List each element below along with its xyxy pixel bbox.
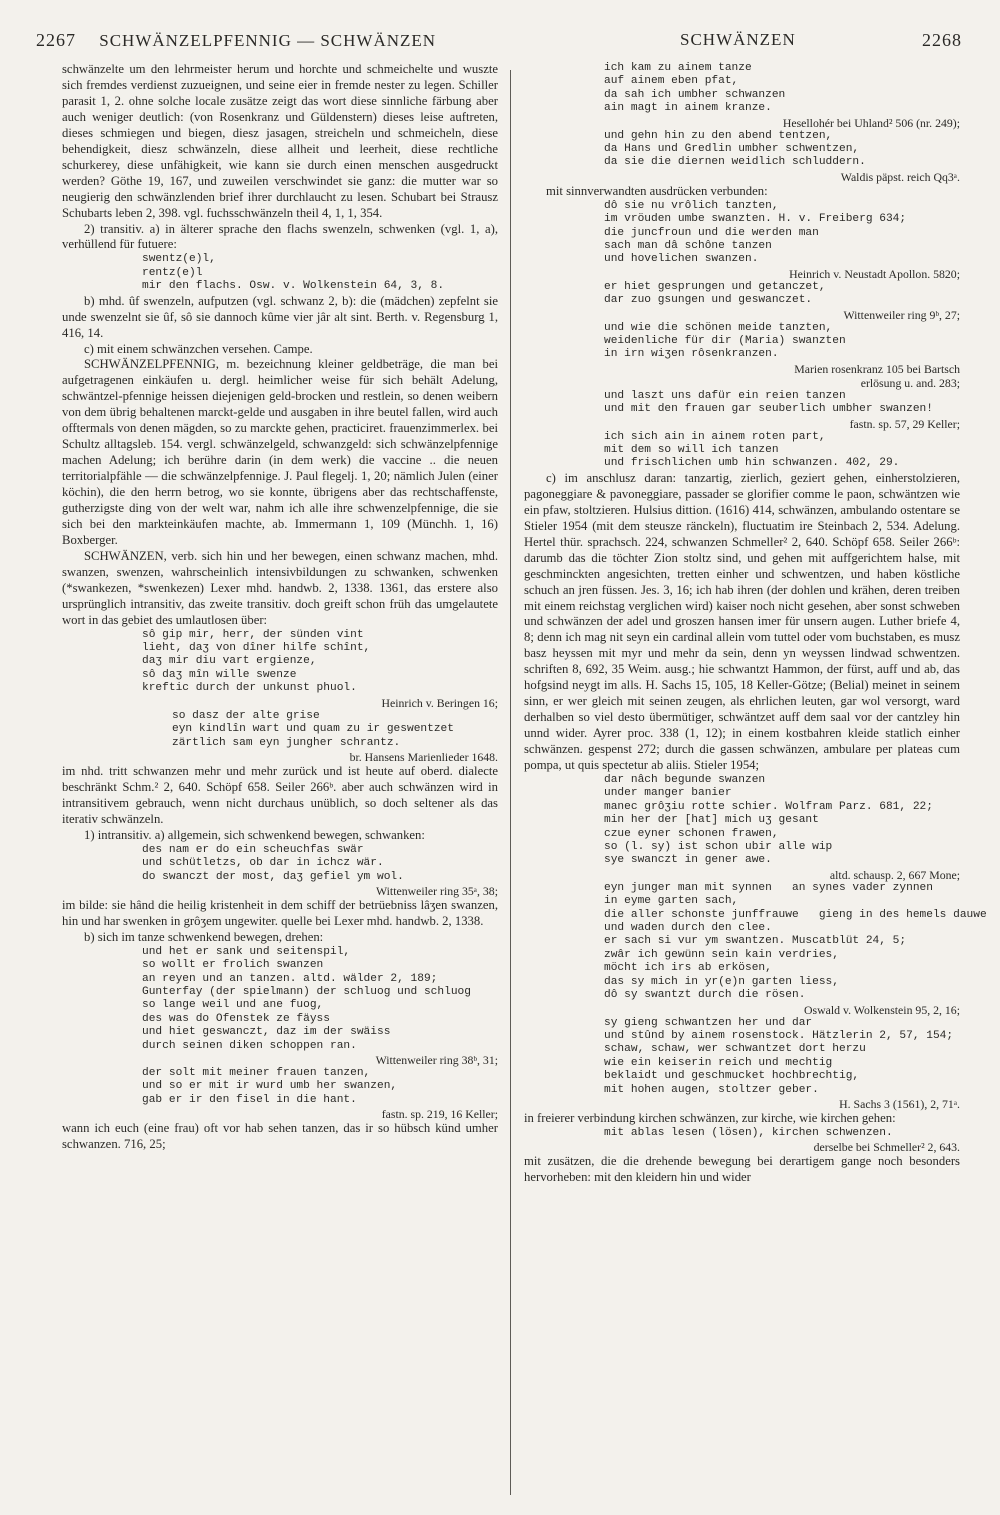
paragraph: b) mhd. ûf swenzeln, aufputzen (vgl. schwanz 2, b): die (mädchen) zepfelnt sie unde swenzelnt sie ûf, sô sie dannoch kûme vier jâr alt sint. Berth. v. Regensburg 1, 416, 14. <box>62 293 498 340</box>
paragraph: schwänzelte um den lehrmeister herum und horchte und schmeichelte und wuszte sich fremdes verdienst zuzueignen, und seine eier in fremde nester zu legen. Schiller parasit 1, 2. ohne solche locale zusätze zeigt das wort diese sinnliche färbung aber auch weniger deutlich: (von Rosenkranz und Güldenstern) dieses leise auftreten, dieses schmiegen und biegen, diesz jasagen, streicheln und schmeicheln, diese behendigkeit, diesz schwänzeln, diese allheit und leerheit, diese rechtliche schurkerey, diese unfähigkeit, wie kann sie durch einen menschen ausgedruckt werden? Göthe 19, 167, und zuweilen verschwindet sie ganz: die mutter war so neugierig den schwänzlenden brief ihrer durchlaucht zu lesen. Schubart bei Strausz Schubarts leben 2, 398. vgl. fuchsschwänzeln theil 4, 1, 1, 354. <box>62 62 498 220</box>
source-citation: br. Hansens Marienlieder 1648. <box>349 749 498 764</box>
verse-quotation: zwâr ich gewünn sein kain verdries, möcht ich irs ab erkösen, das sy mich in yr(e)n garten liess, dô sy swantzt durch die rösen. <box>604 948 839 1002</box>
right-column <box>524 62 987 1186</box>
paragraph: 2) transitiv. a) in älterer sprache den flachs swenzeln, schwenken (vgl. 1, a), verhüllend für futuere: <box>62 221 498 252</box>
verse-quotation: und laszt uns dafür ein reien tanzen und mit den frauen gar seuberlich umbher swanzen! <box>604 389 933 416</box>
source-citation: Oswald v. Wolkenstein 95, 2, 16; <box>803 1002 960 1017</box>
paragraph: mit zusätzen, die die drehende bewegung bei derartigem gange noch besonders hervorheben: mit den kleidern hin und wider <box>524 1154 960 1185</box>
verse-quotation: und het er sank und seitenspil, so wollt er frolich swanzen an reyen und an tanzen. altd. wälder 2, 189; Gunterfay (der spielmann) der schluog und schluog so lange weil und ane fuog, des was do Ofenstek ze fäyss und hiet geswanczt, daz im der swäiss durch seinen diken schoppen ran. <box>142 945 471 1052</box>
source-citation: H. Sachs 3 (1561), 2, 71ᵃ. <box>839 1096 960 1111</box>
source-citation: derselbe bei Schmeller² 2, 643. <box>813 1140 960 1155</box>
left-column <box>62 62 498 1153</box>
paragraph: SCHWÄNZELPFENNIG, m. bezeichnung kleiner geldbeträge, die man bei aufgetragenen einkäufen u. dergl. heimlicher weise für sich behält Adelung, schwäntzel-pfennige heissen diejenigen geld-brocken und restlein, so denen weibern von dem übrig behaltenen marckt-gelde und ausgaben in ihre beutel fallen, wird auch offtermals von denen mägden, so zu marckte gehen, practiciret. frauenzimmerlex. bei Schultz alltagsleb. 154. vergl. schwänzelgeld, schwanzgeld: sich schwänzelpfennige machen Adelung; ich berühre darin (in dem werk) die vaccine .. die neuen territorialpfähle — die schwänzelpfennige. J. Paul flegelj. 1, 20; nämlich Julen (einer köchin), die den herrn betrog, wo sie konnte, übrigens aber das rechtschaffenste, gutherzigste ding von der welt war, nahm ich alle ihre schwenzelpfennige, die sie sich bei den markteinkäufen machte, ab. Immermann 1, 109 (Münchh. 1, 16) Boxberger. <box>62 357 498 547</box>
left-running-title: SCHWÄNZELPFENNIG — SCHWÄNZEN <box>99 31 437 50</box>
verse-quotation: und wie die schönen meide tanzten, weidenliche für dir (Maria) swanzten in irn wiʒen rôsenkranzen. <box>604 321 846 361</box>
left-page-number: 2267 <box>36 30 76 50</box>
source-citation: Wittenweiler ring 9ᵇ, 27; <box>843 307 960 322</box>
verse-quotation: sy gieng schwantzen her und dar und stûnd by ainem rosenstock. Hätzlerin 2, 57, 154; schaw, schaw, wer schwantzet dort herzu wie ein keiserin reich und mechtig beklaidt und geschmucket hochbrechtig, mit hohen augen, stoltzer geber. <box>604 1016 954 1096</box>
source-citation: Marien rosenkranz 105 bei Bartsch erlösung u. and. 283; <box>794 361 960 390</box>
right-running-title: SCHWÄNZEN <box>680 30 796 49</box>
verse-quotation: und gehn hin zu den abend tentzen, da Hans und Gredlin umbher schwentzen, da sie die diernen weidlich schluddern. <box>604 129 866 169</box>
paragraph: in freierer verbindung kirchen schwänzen, zur kirche, wie kirchen gehen: <box>524 1110 896 1125</box>
source-citation: Wittenweiler ring 38ᵇ, 31; <box>375 1053 498 1068</box>
paragraph: SCHWÄNZEN, verb. sich hin und her bewegen, einen schwanz machen, mhd. swanzen, swenzen, wahrscheinlich intensivbildungen zu schwanken, schwenken (*swankezen, *swenkezen) Lexer mhd. handwb. 2, 1338. 1361, das erstere also ursprünglich intransitiv, das zweite transitiv. doch greift schon früh das umgelautete wort in das gebiet des umlautlosen über: <box>62 548 498 627</box>
verse-quotation: eyn junger man mit synnen an synes vader zynnen in eyme garten sach, die aller schonste junffrauwe gieng in des hemels dauwe und waden durch den clee. er sach si vur ym swantzen. Muscatblüt 24, 5; <box>604 881 987 948</box>
paragraph: c) mit einem schwänzchen versehen. Campe. <box>84 341 313 356</box>
column-divider <box>510 70 511 1495</box>
verse-quotation: ich kam zu ainem tanze auf ainem eben pfat, da sah ich umbher schwanzen ain magt in ainem kranze. <box>604 62 786 115</box>
verse-quotation: dar nâch begunde swanzen under manger banier manec grôʒiu rotte schier. Wolfram Parz. 681, 22; min her der [hat] mich uʒ gesant czue eyner schonen frawen, so (l. sy) ist schon ubir alle wip sye swanczt in gener awe. <box>604 774 933 867</box>
right-page-header <box>522 30 962 56</box>
verse-quotation: der solt mit meiner frauen tanzen, und so er mit ir wurd umb her swanzen, gab er ir den fisel in die hant. <box>142 1067 398 1106</box>
source-citation: altd. schausp. 2, 667 Mone; <box>829 867 960 882</box>
verse-quotation: des nam er do ein scheuchfas swär und schütletzs, ob dar in ichcz wär. do swanczt der most, daʒ gefiel ym wol. <box>142 843 404 883</box>
paragraph: mit sinnverwandten ausdrücken verbunden: <box>546 183 768 198</box>
verse-quotation: ich sich ain in ainem roten part, mit dem so will ich tanzen und frischlichen umb hin schwanzen. 402, 29. <box>604 430 900 470</box>
source-citation: Waldis päpst. reich Qq3ᵃ. <box>840 169 960 184</box>
source-citation: Wittenweiler ring 35ᵃ, 38; <box>375 883 498 898</box>
source-citation: Hesellohér bei Uhland² 506 (nr. 249); <box>782 115 960 130</box>
paragraph: b) sich im tanze schwenkend bewegen, drehen: <box>84 929 324 944</box>
verse-quotation: sô gip mir, herr, der sünden vint lieht, daʒ von dîner hilfe schînt, daʒ mir diu vart ergienze, sô daʒ mîn wille swenze kreftic durch der unkunst phuol. <box>142 628 371 695</box>
verse-quotation: so dasz der alte grise eyn kindlîn wart und quam zu ir geswentzet zärtlich sam eyn jungher schrantz. <box>172 709 454 749</box>
paragraph: im nhd. tritt schwanzen mehr und mehr zurück und ist heute auf oberd. dialecte beschränkt Schm.² 2, 640. Schöpf 658. Seiler 266ᵇ. aber auch schwänzen wird in intransitivem gebrauch, wenn nicht durchaus unüblich, so doch seltener als das iterativ schwänzeln. <box>62 763 498 826</box>
left-page-header <box>36 30 506 56</box>
source-citation: Heinrich v. Neustadt Apollon. 5820; <box>789 266 960 281</box>
verse-quotation: dô sie nu vrôlich tanzten, im vröuden umbe swanzten. H. v. Freiberg 634; die juncfroun und die werden man sach man dâ schône tanzen und hovelichen swanzen. <box>604 199 907 266</box>
paragraph: c) im anschlusz daran: tanzartig, zierlich, geziert gehen, einherstolzieren, pagoneggiare & pavoneggiare, passader se glorifier comme le paon, schwäntzen wie ein pfaw, stoltzieren. Hulsius dittion. (1616) 414, schwänzen, ambulando ostentare se Stieler 1954 (mit dem steusze ränckeln), fluctuatim ire Steinbach 2, 534. Adelung. Hertel thür. sprachsch. 224, schwanzen Schmeller² 2, 640. Schöpf 658. Seiler 266ᵇ: darumb das die töchter Zion stoltz sind, und gehen mit auffgerichtem halse, mit geschminckten angesichten, tretten einher und schwentzen, und haben köstliche schuch an jren füssen. Jes. 3, 16; ich hab ihren (der dohlen und krähen, deren treiben mit einem reichstag verglichen wird) kaiser noch nicht gesehen, aber sonst schweben und schwänzen der adel und groszen hansen imer für unsern augen. Luther briefe 4, 8; denn ich mag nit seyn ein cardinal allein vom tuttel oder vom buchstaben, es musz basz heyssen mit myr und mehr da sein, denn yn weyssen lindwad schwentzen. schriften 8, 692, 35 Weim. ausg.; hie schwantzt Hammon, der fürst, auff und ab, das hofgsind neygt im alls. H. Sachs 15, 105, 18 Keller-Götze; (Belial) meinet in seinem sinn, er wer gleich mit seinen zeugen, als ehrlichen leuten, gar wol versorgt, ward derhalben so viel desto übermütiger, schwäntzet auff dem saal vor der cantzley hin unnd wider. Ayrer proc. 338 (1, 12); in einem kostbahren kleide statlich einher schwänzen. gespenst 272; durch die gassen schwänzen, ambulare per plateas cum pompa, ut quis spectetur ab aliis. Stieler 1954; <box>524 470 960 773</box>
paragraph: im bilde: sie hând die heilig kristenheit in dem schiff der betrüebniss lâʒen swanzen, hin und har swenken in grôʒem ungewiter. quelle bei Lexer mhd. handwb. 2, 1338. <box>62 897 498 928</box>
verse-quotation: swentz(e)l, rentz(e)l mir den flachs. Osw. v. Wolkenstein 64, 3, 8. <box>142 253 445 293</box>
source-citation: Heinrich v. Beringen 16; <box>381 695 498 710</box>
paragraph: wann ich euch (eine frau) oft vor hab sehen tanzen, das ir so hübsch künd umher schwanzen. 716, 25; <box>62 1121 498 1152</box>
paragraph: 1) intransitiv. a) allgemein, sich schwenkend bewegen, schwanken: <box>84 827 425 842</box>
verse-quotation: er hiet gesprungen und getanczet, dar zuo gsungen und geswanczet. <box>604 280 826 307</box>
right-page-number: 2268 <box>922 30 962 50</box>
source-citation: fastn. sp. 57, 29 Keller; <box>849 416 960 431</box>
source-citation: fastn. sp. 219, 16 Keller; <box>381 1107 498 1122</box>
verse-quotation: mit ablas lesen (lösen), kirchen schwenzen. <box>604 1126 893 1139</box>
